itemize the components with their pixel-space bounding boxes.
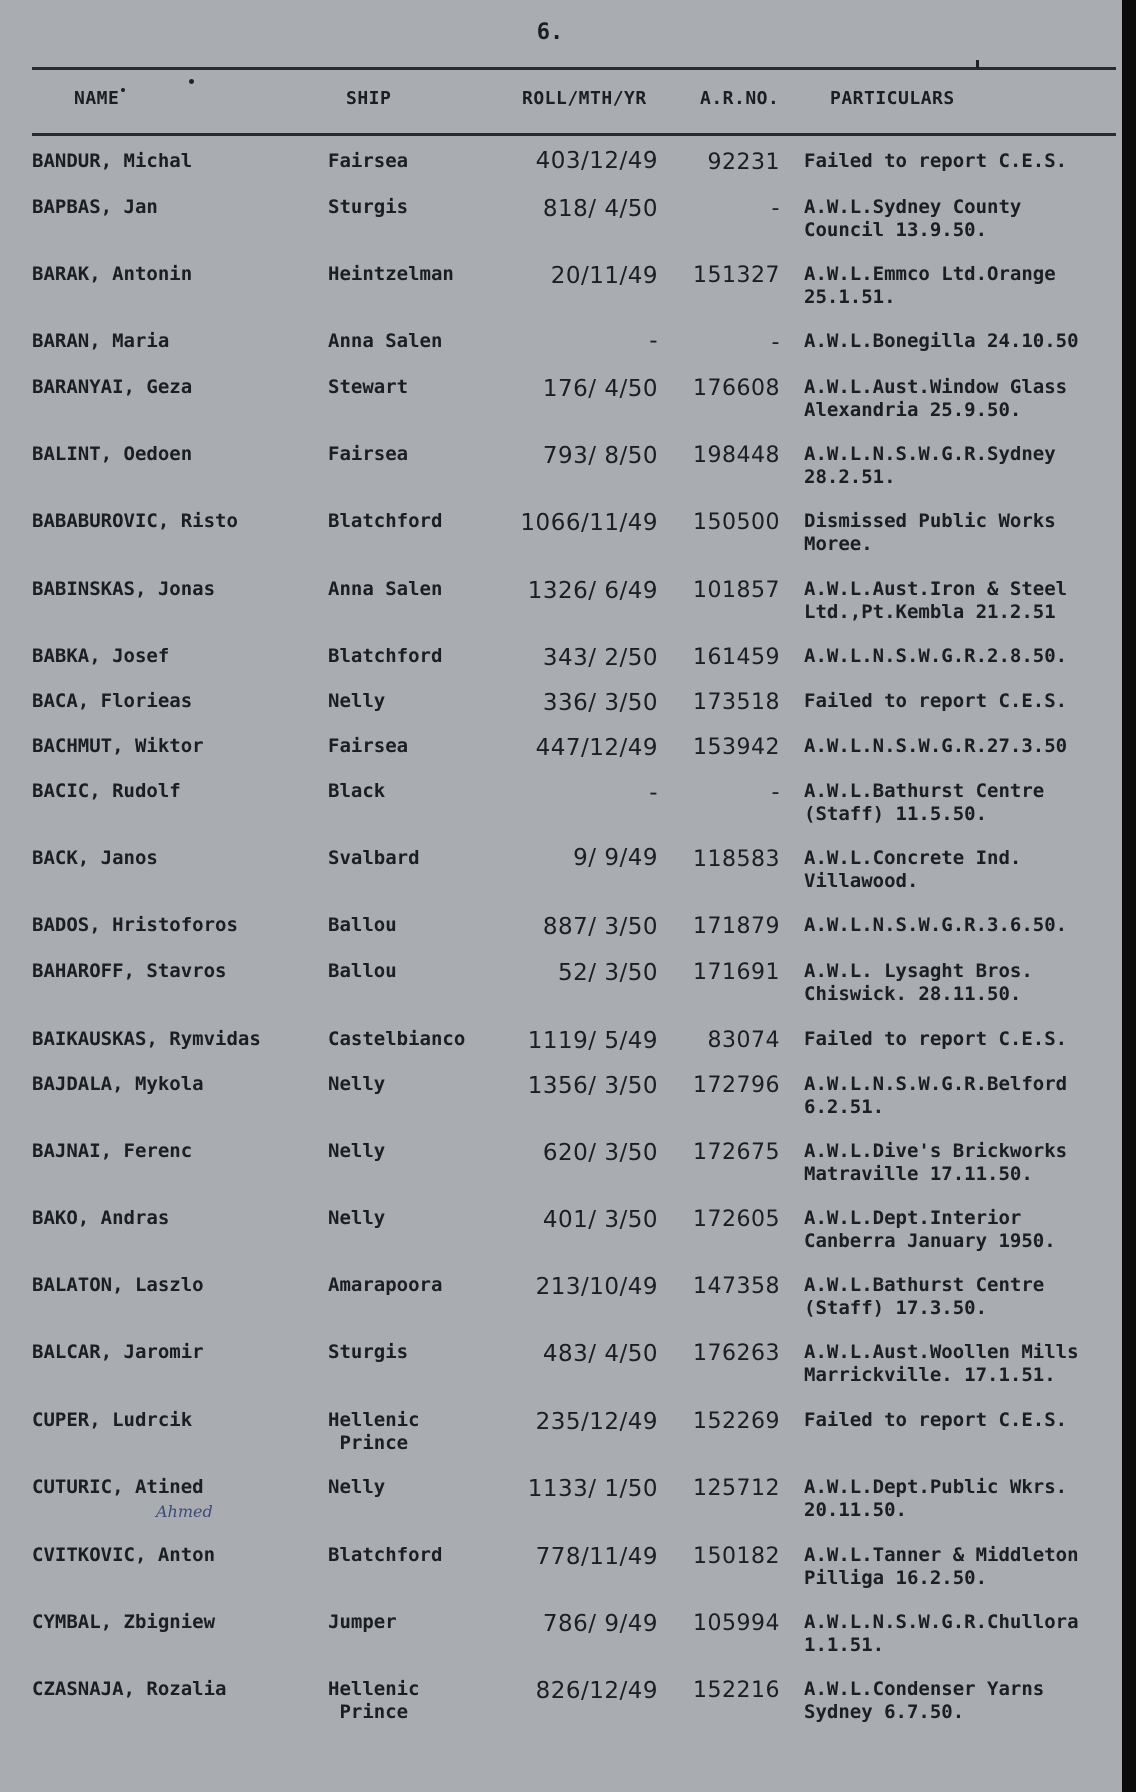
record-particulars: A.W.L.Aust.Iron & Steel Ltd.,Pt.Kembla 21.2.51: [804, 578, 1068, 623]
record-ar-no: 172675: [693, 1140, 780, 1165]
record-ar-no: 92231: [707, 150, 780, 175]
record-particulars: Dismissed Public Works Moree.: [804, 510, 1056, 555]
record-name: BAIKAUSKAS, Rymvidas: [32, 1028, 261, 1050]
record-ship: Nelly: [328, 1476, 386, 1498]
record-roll: 343/ 2/50: [542, 645, 658, 671]
record-name: BALCAR, Jaromir: [32, 1341, 204, 1363]
record-ship: Blatchford: [328, 1544, 443, 1566]
record-particulars: A.W.L.Concrete Ind. Villawood.: [804, 847, 1022, 892]
record-name: CVITKOVIC, Anton: [32, 1544, 216, 1566]
record-name: BAHAROFF, Stavros: [32, 960, 227, 982]
record-name: BACK, Janos: [32, 847, 158, 869]
record-roll: 336/ 3/50: [542, 690, 658, 716]
record-ar-no: 172796: [693, 1073, 780, 1098]
record-name: BAKO, Andras: [32, 1207, 170, 1229]
record-ar-no: 171879: [693, 914, 780, 939]
record-name: BACIC, Rudolf: [32, 780, 181, 802]
top-rule: [32, 67, 1116, 70]
record-ar-no: 152269: [693, 1409, 780, 1434]
record-name: BADOS, Hristoforos: [32, 914, 238, 936]
record-particulars: Failed to report C.E.S.: [804, 1409, 1068, 1431]
header-ship: SHIP: [346, 88, 392, 109]
record-roll: 447/12/49: [535, 735, 658, 761]
record-particulars: Failed to report C.E.S.: [804, 1028, 1068, 1050]
record-ship: Sturgis: [328, 196, 409, 218]
record-roll: -: [649, 780, 658, 806]
record-name: BAJDALA, Mykola: [32, 1073, 204, 1095]
record-roll: 786/ 9/49: [542, 1611, 658, 1637]
record-ar-no: 161459: [693, 645, 780, 670]
record-ar-no: 147358: [693, 1274, 780, 1299]
record-ar-no: 152216: [693, 1678, 780, 1703]
record-roll: 483/ 4/50: [542, 1341, 658, 1367]
record-name: BALATON, Laszlo: [32, 1274, 204, 1296]
record-particulars: A.W.L.N.S.W.G.R.27.3.50: [804, 735, 1068, 757]
record-ar-no: 150182: [693, 1544, 780, 1569]
record-ar-no: 83074: [707, 1028, 780, 1053]
record-ship: Nelly: [328, 1073, 386, 1095]
record-ar-no: 151327: [693, 263, 780, 288]
record-ship: Anna Salen: [328, 330, 443, 352]
record-roll: 1356/ 3/50: [527, 1073, 658, 1099]
ink-dot: [189, 79, 194, 84]
record-ship: Stewart: [328, 376, 409, 398]
record-particulars: A.W.L.Bonegilla 24.10.50: [804, 330, 1079, 352]
handwritten-annotation: Ahmed: [156, 1502, 213, 1521]
record-ship: Fairsea: [328, 735, 409, 757]
record-name: CUPER, Ludrcik: [32, 1409, 193, 1431]
record-particulars: A.W.L.Bathurst Centre (Staff) 17.3.50.: [804, 1274, 1045, 1319]
record-roll: 9/ 9/49: [573, 845, 658, 871]
record-ar-no: -: [771, 330, 780, 355]
record-roll: -: [649, 328, 658, 354]
record-ship: Ballou: [328, 914, 397, 936]
record-name: CYMBAL, Zbigniew: [32, 1611, 216, 1633]
record-roll: 235/12/49: [535, 1409, 658, 1435]
record-ship: Blatchford: [328, 645, 443, 667]
record-name: BAPBAS, Jan: [32, 196, 158, 218]
record-ar-no: 153942: [693, 735, 780, 760]
record-roll: 401/ 3/50: [542, 1207, 658, 1233]
record-particulars: A.W.L.Dive's Brickworks Matraville 17.11.50.: [804, 1140, 1068, 1185]
record-ship: Blatchford: [328, 510, 443, 532]
record-ar-no: 105994: [693, 1611, 780, 1636]
record-ship: Nelly: [328, 1207, 386, 1229]
record-name: BABINSKAS, Jonas: [32, 578, 216, 600]
record-ar-no: 176263: [693, 1341, 780, 1366]
record-particulars: Failed to report C.E.S.: [804, 690, 1068, 712]
record-roll: 778/11/49: [535, 1544, 658, 1570]
record-ship: Castelbianco: [328, 1028, 466, 1050]
record-particulars: A.W.L.N.S.W.G.R.2.8.50.: [804, 645, 1068, 667]
record-ship: Anna Salen: [328, 578, 443, 600]
ink-tick: [976, 60, 979, 68]
record-name: BACHMUT, Wiktor: [32, 735, 204, 757]
record-roll: 1326/ 6/49: [527, 578, 658, 604]
record-roll: 620/ 3/50: [542, 1140, 658, 1166]
record-ship: Hellenic Prince: [328, 1409, 420, 1454]
record-particulars: A.W.L.N.S.W.G.R.Belford 6.2.51.: [804, 1073, 1068, 1118]
record-ar-no: -: [771, 780, 780, 805]
record-roll: 1133/ 1/50: [527, 1476, 658, 1502]
record-ar-no: 171691: [693, 960, 780, 985]
record-roll: 793/ 8/50: [542, 443, 658, 469]
record-name: CUTURIC, Atined: [32, 1476, 204, 1498]
record-name: BABABUROVIC, Risto: [32, 510, 238, 532]
record-particulars: A.W.L.N.S.W.G.R.3.6.50.: [804, 914, 1068, 936]
record-ar-no: 125712: [693, 1476, 780, 1501]
record-roll: 20/11/49: [550, 263, 658, 289]
record-roll: 826/12/49: [535, 1678, 658, 1704]
record-ship: Fairsea: [328, 443, 409, 465]
record-name: BANDUR, Michal: [32, 150, 193, 172]
record-particulars: A.W.L.N.S.W.G.R.Sydney 28.2.51.: [804, 443, 1056, 488]
record-ar-no: 198448: [693, 443, 780, 468]
header-particulars: PARTICULARS: [830, 88, 955, 109]
record-particulars: A.W.L.Emmco Ltd.Orange 25.1.51.: [804, 263, 1056, 308]
record-particulars: A.W.L.N.S.W.G.R.Chullora 1.1.51.: [804, 1611, 1079, 1656]
record-particulars: Failed to report C.E.S.: [804, 150, 1068, 172]
record-particulars: A.W.L.Tanner & Middleton Pilliga 16.2.50.: [804, 1544, 1079, 1589]
record-ship: Nelly: [328, 1140, 386, 1162]
header-roll: ROLL/MTH/YR: [522, 88, 647, 109]
record-ship: Fairsea: [328, 150, 409, 172]
record-roll: 52/ 3/50: [558, 960, 658, 986]
record-roll: 1119/ 5/49: [527, 1028, 658, 1054]
record-name: BALINT, Oedoen: [32, 443, 193, 465]
record-particulars: A.W.L.Aust.Woollen Mills Marrickville. 17.1.51.: [804, 1341, 1079, 1386]
record-ship: Amarapoora: [328, 1274, 443, 1296]
page-number: 6.: [536, 20, 564, 45]
header-rule: [32, 133, 1116, 136]
ink-dot: [121, 88, 125, 92]
record-name: BACA, Florieas: [32, 690, 193, 712]
record-particulars: A.W.L.Dept.Interior Canberra January 1950.: [804, 1207, 1056, 1252]
record-name: BARAN, Maria: [32, 330, 170, 352]
record-ar-no: -: [771, 196, 780, 221]
record-ship: Hellenic Prince: [328, 1678, 420, 1723]
record-ship: Sturgis: [328, 1341, 409, 1363]
record-roll: 887/ 3/50: [542, 914, 658, 940]
record-name: BABKA, Josef: [32, 645, 170, 667]
record-ship: Nelly: [328, 690, 386, 712]
record-roll: 176/ 4/50: [542, 376, 658, 402]
record-ship: Ballou: [328, 960, 397, 982]
record-name: BARAK, Antonin: [32, 263, 193, 285]
record-ship: Black: [328, 780, 386, 802]
record-ar-no: 101857: [693, 578, 780, 603]
record-roll: 1066/11/49: [520, 510, 658, 536]
record-ship: Svalbard: [328, 847, 420, 869]
record-particulars: A.W.L.Condenser Yarns Sydney 6.7.50.: [804, 1678, 1045, 1723]
record-roll: 213/10/49: [535, 1274, 658, 1300]
record-ar-no: 118583: [693, 847, 780, 872]
record-ar-no: 172605: [693, 1207, 780, 1232]
record-particulars: A.W.L.Aust.Window Glass Alexandria 25.9.50.: [804, 376, 1068, 421]
record-particulars: A.W.L.Sydney County Council 13.9.50.: [804, 196, 1022, 241]
record-particulars: A.W.L.Dept.Public Wkrs. 20.11.50.: [804, 1476, 1068, 1521]
header-name: NAME: [74, 88, 120, 109]
record-name: CZASNAJA, Rozalia: [32, 1678, 227, 1700]
record-ar-no: 150500: [693, 510, 780, 535]
record-roll: 403/12/49: [535, 148, 658, 174]
header-row: [0, 88, 1122, 114]
record-name: BAJNAI, Ferenc: [32, 1140, 193, 1162]
record-ar-no: 176608: [693, 376, 780, 401]
record-ar-no: 173518: [693, 690, 780, 715]
record-ship: Heintzelman: [328, 263, 454, 285]
record-ship: Jumper: [328, 1611, 397, 1633]
record-name: BARANYAI, Geza: [32, 376, 193, 398]
header-ar-no: A.R.NO.: [700, 88, 780, 109]
record-roll: 818/ 4/50: [542, 196, 658, 222]
record-particulars: A.W.L. Lysaght Bros. Chiswick. 28.11.50.: [804, 960, 1033, 1005]
record-particulars: A.W.L.Bathurst Centre (Staff) 11.5.50.: [804, 780, 1045, 825]
